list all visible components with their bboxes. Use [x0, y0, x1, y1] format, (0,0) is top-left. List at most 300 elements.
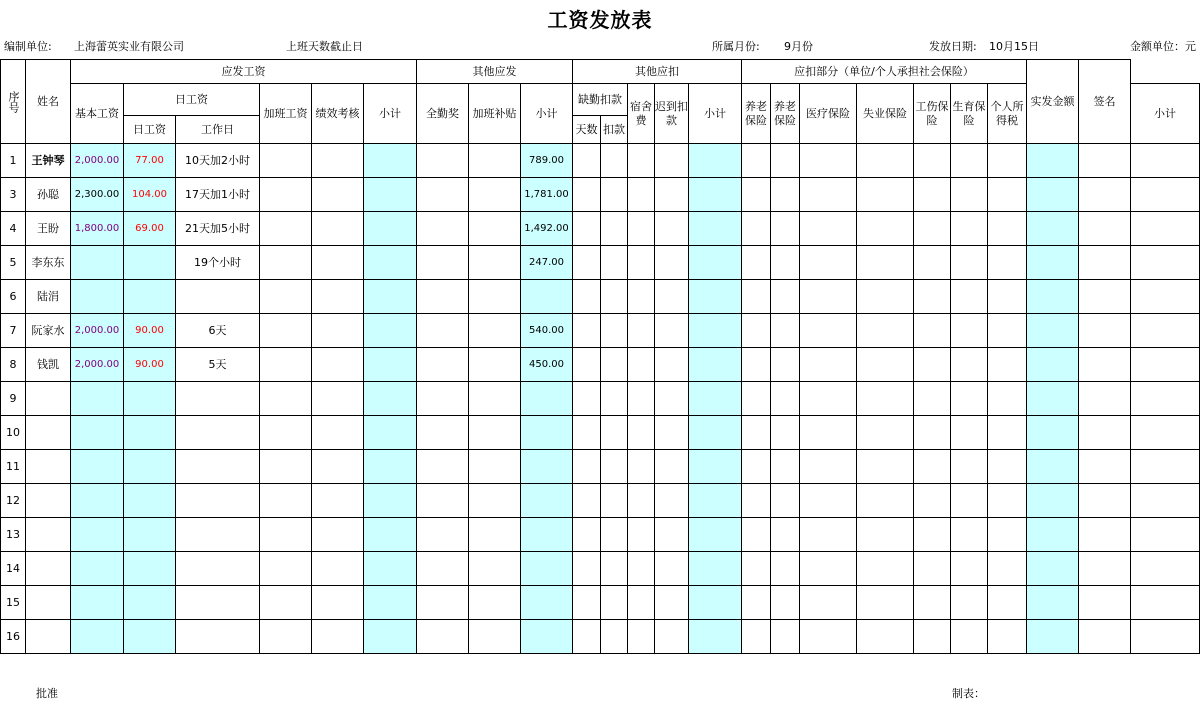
table-cell[interactable] — [800, 314, 857, 348]
table-cell[interactable] — [469, 382, 521, 416]
table-cell[interactable] — [260, 382, 312, 416]
table-cell[interactable] — [1079, 280, 1131, 314]
table-cell[interactable] — [601, 348, 628, 382]
table-cell[interactable] — [857, 382, 914, 416]
table-cell[interactable] — [469, 450, 521, 484]
cell-name[interactable]: 王钟琴 — [26, 144, 71, 178]
table-cell[interactable] — [364, 246, 417, 280]
cell-name[interactable]: 阮家水 — [26, 314, 71, 348]
table-cell[interactable] — [689, 552, 742, 586]
table-cell[interactable] — [260, 484, 312, 518]
table-cell[interactable] — [364, 280, 417, 314]
table-cell[interactable] — [417, 416, 469, 450]
table-cell[interactable] — [951, 416, 988, 450]
table-cell[interactable] — [771, 450, 800, 484]
table-cell[interactable] — [312, 178, 364, 212]
table-cell[interactable] — [364, 348, 417, 382]
table-cell[interactable] — [914, 450, 951, 484]
table-cell[interactable] — [988, 144, 1027, 178]
table-cell[interactable] — [1131, 450, 1200, 484]
table-cell[interactable] — [1027, 552, 1079, 586]
table-cell[interactable] — [988, 518, 1027, 552]
table-cell[interactable] — [260, 552, 312, 586]
table-cell[interactable] — [364, 416, 417, 450]
table-cell[interactable] — [800, 450, 857, 484]
cell-other-subtotal[interactable]: 450.00 — [521, 348, 573, 382]
table-cell[interactable] — [951, 178, 988, 212]
table-cell[interactable] — [800, 620, 857, 654]
table-cell[interactable] — [1027, 382, 1079, 416]
table-cell[interactable] — [628, 246, 655, 280]
table-cell[interactable] — [1027, 620, 1079, 654]
table-cell[interactable] — [689, 280, 742, 314]
cell-workdays[interactable] — [176, 484, 260, 518]
table-cell[interactable] — [260, 144, 312, 178]
table-cell[interactable] — [914, 552, 951, 586]
table-cell[interactable] — [689, 484, 742, 518]
table-cell[interactable] — [312, 144, 364, 178]
table-cell[interactable] — [573, 348, 601, 382]
cell-workdays[interactable]: 19个小时 — [176, 246, 260, 280]
cell-seq[interactable]: 6 — [1, 280, 26, 314]
cell-daily[interactable]: 90.00 — [124, 348, 176, 382]
table-cell[interactable] — [1079, 416, 1131, 450]
table-cell[interactable] — [1079, 314, 1131, 348]
table-cell[interactable] — [951, 518, 988, 552]
table-cell[interactable] — [601, 144, 628, 178]
table-cell[interactable] — [742, 450, 771, 484]
table-cell[interactable] — [951, 450, 988, 484]
table-cell[interactable] — [1027, 212, 1079, 246]
table-cell[interactable] — [800, 144, 857, 178]
table-cell[interactable] — [914, 416, 951, 450]
cell-workdays[interactable]: 10天加2小时 — [176, 144, 260, 178]
table-cell[interactable] — [573, 552, 601, 586]
table-cell[interactable] — [988, 348, 1027, 382]
table-cell[interactable] — [689, 450, 742, 484]
cell-base[interactable] — [71, 518, 124, 552]
table-cell[interactable] — [988, 314, 1027, 348]
table-cell[interactable] — [988, 484, 1027, 518]
cell-name[interactable] — [26, 382, 71, 416]
table-cell[interactable] — [742, 586, 771, 620]
cell-base[interactable] — [71, 280, 124, 314]
cell-base[interactable] — [71, 450, 124, 484]
table-cell[interactable] — [628, 484, 655, 518]
table-cell[interactable] — [914, 280, 951, 314]
table-cell[interactable] — [1131, 348, 1200, 382]
table-cell[interactable] — [655, 178, 689, 212]
table-cell[interactable] — [601, 586, 628, 620]
table-cell[interactable] — [914, 348, 951, 382]
table-cell[interactable] — [469, 586, 521, 620]
cell-other-subtotal[interactable]: 540.00 — [521, 314, 573, 348]
cell-name[interactable]: 钱凯 — [26, 348, 71, 382]
cell-daily[interactable]: 77.00 — [124, 144, 176, 178]
cell-base[interactable]: 1,800.00 — [71, 212, 124, 246]
table-cell[interactable] — [689, 144, 742, 178]
cell-name[interactable]: 李东东 — [26, 246, 71, 280]
table-cell[interactable] — [988, 586, 1027, 620]
table-cell[interactable] — [573, 178, 601, 212]
cell-workdays[interactable] — [176, 620, 260, 654]
table-cell[interactable] — [628, 382, 655, 416]
cell-workdays[interactable] — [176, 586, 260, 620]
table-cell[interactable] — [914, 484, 951, 518]
table-cell[interactable] — [951, 620, 988, 654]
month-value[interactable]: 9月份 — [784, 40, 813, 53]
table-cell[interactable] — [742, 348, 771, 382]
cell-daily[interactable] — [124, 484, 176, 518]
cell-name[interactable]: 王盼 — [26, 212, 71, 246]
table-cell[interactable] — [260, 314, 312, 348]
table-cell[interactable] — [689, 212, 742, 246]
cell-daily[interactable] — [124, 450, 176, 484]
cell-name[interactable] — [26, 586, 71, 620]
table-cell[interactable] — [628, 212, 655, 246]
table-cell[interactable] — [857, 450, 914, 484]
table-cell[interactable] — [573, 484, 601, 518]
table-cell[interactable] — [573, 246, 601, 280]
table-cell[interactable] — [742, 178, 771, 212]
table-cell[interactable] — [689, 586, 742, 620]
table-cell[interactable] — [312, 246, 364, 280]
table-cell[interactable] — [601, 484, 628, 518]
table-cell[interactable] — [312, 348, 364, 382]
table-cell[interactable] — [260, 518, 312, 552]
table-cell[interactable] — [364, 484, 417, 518]
table-cell[interactable] — [771, 178, 800, 212]
table-cell[interactable] — [742, 382, 771, 416]
table-cell[interactable] — [800, 518, 857, 552]
cell-daily[interactable] — [124, 416, 176, 450]
table-cell[interactable] — [655, 416, 689, 450]
table-cell[interactable] — [800, 416, 857, 450]
table-cell[interactable] — [628, 586, 655, 620]
table-cell[interactable] — [771, 416, 800, 450]
table-cell[interactable] — [742, 246, 771, 280]
table-cell[interactable] — [573, 382, 601, 416]
table-cell[interactable] — [628, 450, 655, 484]
table-cell[interactable] — [417, 314, 469, 348]
table-cell[interactable] — [1079, 212, 1131, 246]
unit-value[interactable]: 上海蕾英实业有限公司 — [74, 40, 184, 53]
table-cell[interactable] — [742, 144, 771, 178]
table-cell[interactable] — [312, 450, 364, 484]
table-cell[interactable] — [742, 212, 771, 246]
table-cell[interactable] — [857, 246, 914, 280]
cell-workdays[interactable]: 5天 — [176, 348, 260, 382]
cell-daily[interactable]: 104.00 — [124, 178, 176, 212]
cell-other-subtotal[interactable] — [521, 382, 573, 416]
table-cell[interactable] — [1027, 416, 1079, 450]
table-cell[interactable] — [417, 518, 469, 552]
cell-other-subtotal[interactable] — [521, 280, 573, 314]
cell-base[interactable]: 2,300.00 — [71, 178, 124, 212]
table-cell[interactable] — [655, 620, 689, 654]
table-cell[interactable] — [312, 382, 364, 416]
table-cell[interactable] — [469, 144, 521, 178]
table-cell[interactable] — [573, 280, 601, 314]
table-cell[interactable] — [1079, 382, 1131, 416]
table-cell[interactable] — [655, 450, 689, 484]
table-cell[interactable] — [469, 620, 521, 654]
cell-other-subtotal[interactable] — [521, 518, 573, 552]
table-cell[interactable] — [573, 416, 601, 450]
table-cell[interactable] — [260, 586, 312, 620]
table-cell[interactable] — [601, 518, 628, 552]
table-cell[interactable] — [857, 518, 914, 552]
cell-seq[interactable]: 7 — [1, 314, 26, 348]
table-cell[interactable] — [601, 552, 628, 586]
table-cell[interactable] — [417, 178, 469, 212]
table-cell[interactable] — [1079, 348, 1131, 382]
table-cell[interactable] — [469, 178, 521, 212]
table-cell[interactable] — [364, 314, 417, 348]
cell-name[interactable] — [26, 450, 71, 484]
table-cell[interactable] — [312, 280, 364, 314]
cell-name[interactable] — [26, 552, 71, 586]
cell-workdays[interactable] — [176, 450, 260, 484]
table-cell[interactable] — [1079, 246, 1131, 280]
table-cell[interactable] — [364, 382, 417, 416]
table-cell[interactable] — [857, 620, 914, 654]
table-cell[interactable] — [417, 348, 469, 382]
table-cell[interactable] — [628, 348, 655, 382]
table-cell[interactable] — [312, 484, 364, 518]
table-cell[interactable] — [312, 552, 364, 586]
table-cell[interactable] — [988, 450, 1027, 484]
table-cell[interactable] — [1079, 552, 1131, 586]
table-cell[interactable] — [655, 518, 689, 552]
table-cell[interactable] — [914, 518, 951, 552]
table-cell[interactable] — [988, 552, 1027, 586]
table-cell[interactable] — [742, 416, 771, 450]
table-cell[interactable] — [988, 178, 1027, 212]
table-cell[interactable] — [800, 382, 857, 416]
table-cell[interactable] — [312, 620, 364, 654]
table-cell[interactable] — [771, 212, 800, 246]
table-cell[interactable] — [951, 348, 988, 382]
table-cell[interactable] — [364, 144, 417, 178]
table-cell[interactable] — [771, 484, 800, 518]
table-cell[interactable] — [771, 518, 800, 552]
table-cell[interactable] — [771, 144, 800, 178]
table-cell[interactable] — [1027, 484, 1079, 518]
table-cell[interactable] — [1131, 484, 1200, 518]
table-cell[interactable] — [1079, 144, 1131, 178]
cell-seq[interactable]: 15 — [1, 586, 26, 620]
table-cell[interactable] — [689, 620, 742, 654]
table-cell[interactable] — [771, 314, 800, 348]
table-cell[interactable] — [260, 178, 312, 212]
table-cell[interactable] — [771, 382, 800, 416]
table-cell[interactable] — [417, 382, 469, 416]
cell-other-subtotal[interactable] — [521, 586, 573, 620]
cell-name[interactable] — [26, 518, 71, 552]
table-cell[interactable] — [1079, 620, 1131, 654]
cell-other-subtotal[interactable] — [521, 416, 573, 450]
table-cell[interactable] — [951, 484, 988, 518]
table-cell[interactable] — [988, 246, 1027, 280]
table-cell[interactable] — [469, 348, 521, 382]
table-cell[interactable] — [655, 382, 689, 416]
cell-workdays[interactable] — [176, 416, 260, 450]
cell-seq[interactable]: 4 — [1, 212, 26, 246]
table-cell[interactable] — [601, 314, 628, 348]
cell-seq[interactable]: 12 — [1, 484, 26, 518]
table-cell[interactable] — [312, 212, 364, 246]
table-cell[interactable] — [1131, 280, 1200, 314]
cell-other-subtotal[interactable] — [521, 484, 573, 518]
cell-other-subtotal[interactable]: 1,492.00 — [521, 212, 573, 246]
table-cell[interactable] — [417, 280, 469, 314]
table-cell[interactable] — [417, 586, 469, 620]
table-cell[interactable] — [857, 586, 914, 620]
cell-other-subtotal[interactable]: 247.00 — [521, 246, 573, 280]
table-cell[interactable] — [689, 382, 742, 416]
table-cell[interactable] — [988, 280, 1027, 314]
table-cell[interactable] — [771, 586, 800, 620]
cell-seq[interactable]: 1 — [1, 144, 26, 178]
table-cell[interactable] — [1027, 450, 1079, 484]
table-cell[interactable] — [914, 144, 951, 178]
table-cell[interactable] — [800, 212, 857, 246]
table-cell[interactable] — [857, 484, 914, 518]
table-cell[interactable] — [742, 518, 771, 552]
table-cell[interactable] — [1027, 144, 1079, 178]
cell-base[interactable] — [71, 484, 124, 518]
cell-workdays[interactable] — [176, 382, 260, 416]
table-cell[interactable] — [857, 314, 914, 348]
table-cell[interactable] — [771, 280, 800, 314]
table-cell[interactable] — [417, 144, 469, 178]
table-cell[interactable] — [628, 620, 655, 654]
table-cell[interactable] — [689, 518, 742, 552]
table-cell[interactable] — [469, 280, 521, 314]
table-cell[interactable] — [573, 450, 601, 484]
table-cell[interactable] — [655, 348, 689, 382]
cell-daily[interactable] — [124, 246, 176, 280]
cell-seq[interactable]: 16 — [1, 620, 26, 654]
table-cell[interactable] — [951, 314, 988, 348]
table-cell[interactable] — [857, 144, 914, 178]
table-cell[interactable] — [1027, 280, 1079, 314]
table-cell[interactable] — [469, 484, 521, 518]
table-cell[interactable] — [260, 348, 312, 382]
table-cell[interactable] — [800, 280, 857, 314]
table-cell[interactable] — [573, 314, 601, 348]
table-cell[interactable] — [601, 280, 628, 314]
table-cell[interactable] — [469, 212, 521, 246]
table-cell[interactable] — [601, 450, 628, 484]
table-cell[interactable] — [312, 416, 364, 450]
cell-name[interactable] — [26, 416, 71, 450]
table-cell[interactable] — [312, 586, 364, 620]
cell-name[interactable] — [26, 484, 71, 518]
table-cell[interactable] — [1131, 144, 1200, 178]
cell-base[interactable] — [71, 620, 124, 654]
table-cell[interactable] — [312, 518, 364, 552]
table-cell[interactable] — [1131, 416, 1200, 450]
table-cell[interactable] — [364, 450, 417, 484]
table-cell[interactable] — [573, 212, 601, 246]
table-cell[interactable] — [951, 382, 988, 416]
table-cell[interactable] — [628, 178, 655, 212]
table-cell[interactable] — [1131, 314, 1200, 348]
table-cell[interactable] — [689, 348, 742, 382]
table-cell[interactable] — [988, 416, 1027, 450]
cell-other-subtotal[interactable]: 789.00 — [521, 144, 573, 178]
table-cell[interactable] — [1131, 178, 1200, 212]
table-cell[interactable] — [312, 314, 364, 348]
cell-daily[interactable] — [124, 552, 176, 586]
table-cell[interactable] — [573, 620, 601, 654]
table-cell[interactable] — [857, 178, 914, 212]
table-cell[interactable] — [364, 620, 417, 654]
table-cell[interactable] — [628, 416, 655, 450]
cell-daily[interactable] — [124, 620, 176, 654]
table-cell[interactable] — [417, 620, 469, 654]
cell-seq[interactable]: 10 — [1, 416, 26, 450]
cell-workdays[interactable]: 17天加1小时 — [176, 178, 260, 212]
table-cell[interactable] — [1079, 484, 1131, 518]
cell-daily[interactable] — [124, 586, 176, 620]
cell-workdays[interactable]: 21天加5小时 — [176, 212, 260, 246]
table-cell[interactable] — [1079, 586, 1131, 620]
table-cell[interactable] — [800, 246, 857, 280]
cell-name[interactable] — [26, 620, 71, 654]
table-cell[interactable] — [573, 586, 601, 620]
table-cell[interactable] — [601, 620, 628, 654]
table-cell[interactable] — [417, 246, 469, 280]
table-cell[interactable] — [951, 586, 988, 620]
table-cell[interactable] — [1027, 314, 1079, 348]
cell-daily[interactable] — [124, 280, 176, 314]
table-cell[interactable] — [951, 144, 988, 178]
table-cell[interactable] — [914, 212, 951, 246]
cell-other-subtotal[interactable] — [521, 450, 573, 484]
table-cell[interactable] — [1027, 586, 1079, 620]
table-cell[interactable] — [742, 484, 771, 518]
table-cell[interactable] — [914, 382, 951, 416]
table-cell[interactable] — [857, 280, 914, 314]
table-cell[interactable] — [655, 280, 689, 314]
table-cell[interactable] — [771, 552, 800, 586]
cell-seq[interactable]: 9 — [1, 382, 26, 416]
table-cell[interactable] — [857, 416, 914, 450]
table-cell[interactable] — [1131, 552, 1200, 586]
cell-workdays[interactable]: 6天 — [176, 314, 260, 348]
table-cell[interactable] — [689, 246, 742, 280]
table-cell[interactable] — [601, 382, 628, 416]
table-cell[interactable] — [655, 314, 689, 348]
table-cell[interactable] — [260, 246, 312, 280]
cell-base[interactable]: 2,000.00 — [71, 314, 124, 348]
cell-daily[interactable] — [124, 382, 176, 416]
table-cell[interactable] — [655, 144, 689, 178]
cell-workdays[interactable] — [176, 518, 260, 552]
table-cell[interactable] — [1027, 348, 1079, 382]
table-cell[interactable] — [469, 314, 521, 348]
table-cell[interactable] — [260, 450, 312, 484]
table-cell[interactable] — [800, 484, 857, 518]
table-cell[interactable] — [573, 518, 601, 552]
table-cell[interactable] — [1079, 518, 1131, 552]
cell-base[interactable] — [71, 586, 124, 620]
date-value[interactable]: 10月15日 — [989, 40, 1039, 53]
cell-base[interactable] — [71, 246, 124, 280]
